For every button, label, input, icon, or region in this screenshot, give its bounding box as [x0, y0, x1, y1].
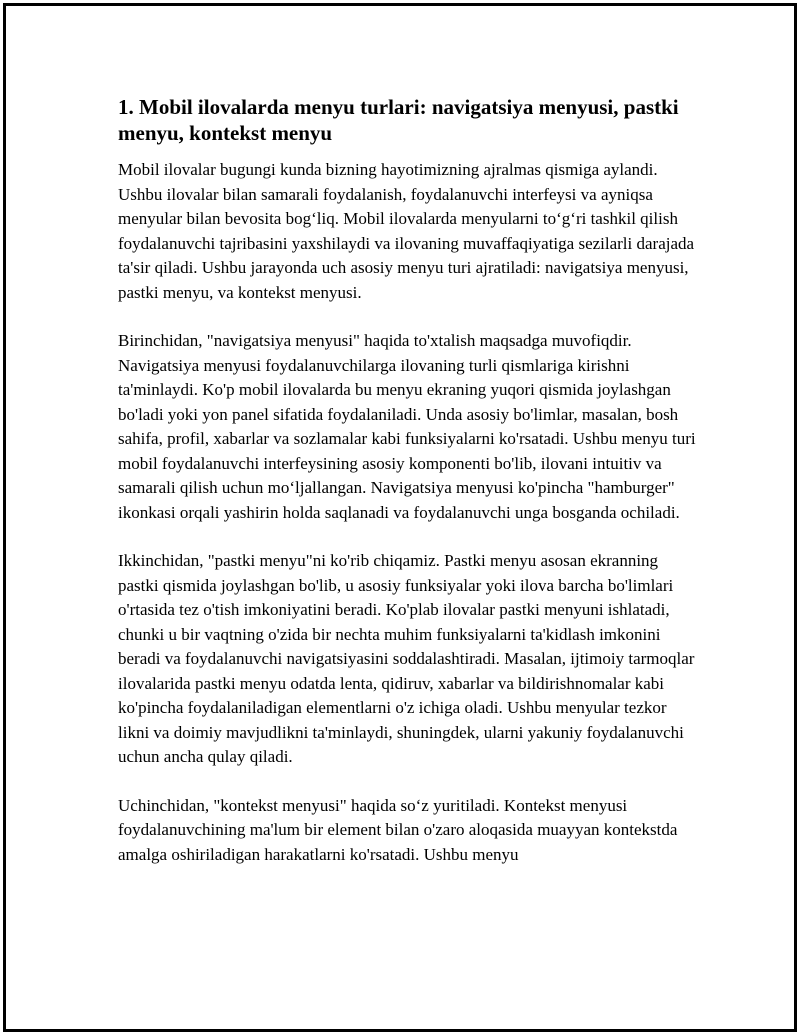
paragraph-bottom-menu: Ikkinchidan, "pastki menyu"ni ko'rib chiqamiz. Pastki menyu asosan ekranning pastki qismida joylashgan bo'lib, u asosiy funksiyalar yoki ilova barcha bo'limlari o'rtasida tez o'tish imkoniyatini beradi. Ko'plab ilovalar pastki menyuni ishlatadi, chunki u bir vaqtning o'zida bir nechta muhim funksiyalarni ta'kidlash imkonini beradi va foydalanuvchi navigatsiyasini soddalashtiradi. Masalan, ijtimoiy tarmoqlar ilovalarida pastki menyu odatda lenta, qidiruv, xabarlar va bildirishnomalar kabi ko'pincha foydalaniladigan elementlarni o'z ichiga oladi. Ushbu menyular tezkor likni va doimiy mavjudlikni ta'minlaydi, shuningdek, ularni yakuniy foydalanuvchi uchun ancha qulay qiladi.: [118, 551, 695, 766]
paragraph-context-menu: Uchinchidan, "kontekst menyusi" haqida so‘z yuritiladi. Kontekst menyusi foydalanuvchining ma'lum bir element bilan o'zaro aloqasida muayyan kontekstda amalga oshiriladigan harakatlarni ko'rsatadi. Ushbu menyu: [118, 795, 678, 864]
paragraph-navigation-menu: Birinchidan, "navigatsiya menyusi" haqida to'xtalish maqsadga muvofiqdir. Navigatsiya menyusi foydalanuvchilarga ilovaning turli qismlariga kirishni ta'minlaydi. Ko'p mobil ilovalarda bu menyu ekraning yuqori qismida joylashgan bo'ladi yoki yon panel sifatida foydalaniladi. Unda asosiy bo'limlar, masalan, bosh sahifa, profil, xabarlar va sozlamalar kabi funksiyalarni ko'rsatadi. Ushbu menyu turi mobil foydalanuvchi interfeysining asosiy komponenti bo'lib, ilovani intuitiv va samarali qilish uchun mo‘ljallangan. Navigatsiya menyusi ko'pincha "hamburger" ikonkasi orqali yashirin holda saqlanadi va foydalanuvchi unga bosganda ochiladi.: [118, 331, 696, 522]
paragraph-intro: Mobil ilovalar bugungi kunda bizning hayotimizning ajralmas qismiga aylandi. Ushbu ilovalar bilan samarali foydalanish, foydalanuvchi interfeysi va ayniqsa menyular bilan bevosita bog‘liq. Mobil ilovalarda menyularni to‘g‘ri tashkil qilish foydalanuvchi tajribasini yaxshilaydi va ilovaning muvaffaqiyatiga sezilarli darajada ta'sir qiladi. Ushbu jarayonda uch asosiy menyu turi ajratiladi: navigatsiya menyusi, pastki menyu, va kontekst menyusi.: [118, 160, 695, 302]
document-body: [118, 94, 698, 891]
section-heading: 1. Mobil ilovalarda menyu turlari: navigatsiya menyusi, pastki menyu, kontekst menyu: [118, 95, 679, 145]
